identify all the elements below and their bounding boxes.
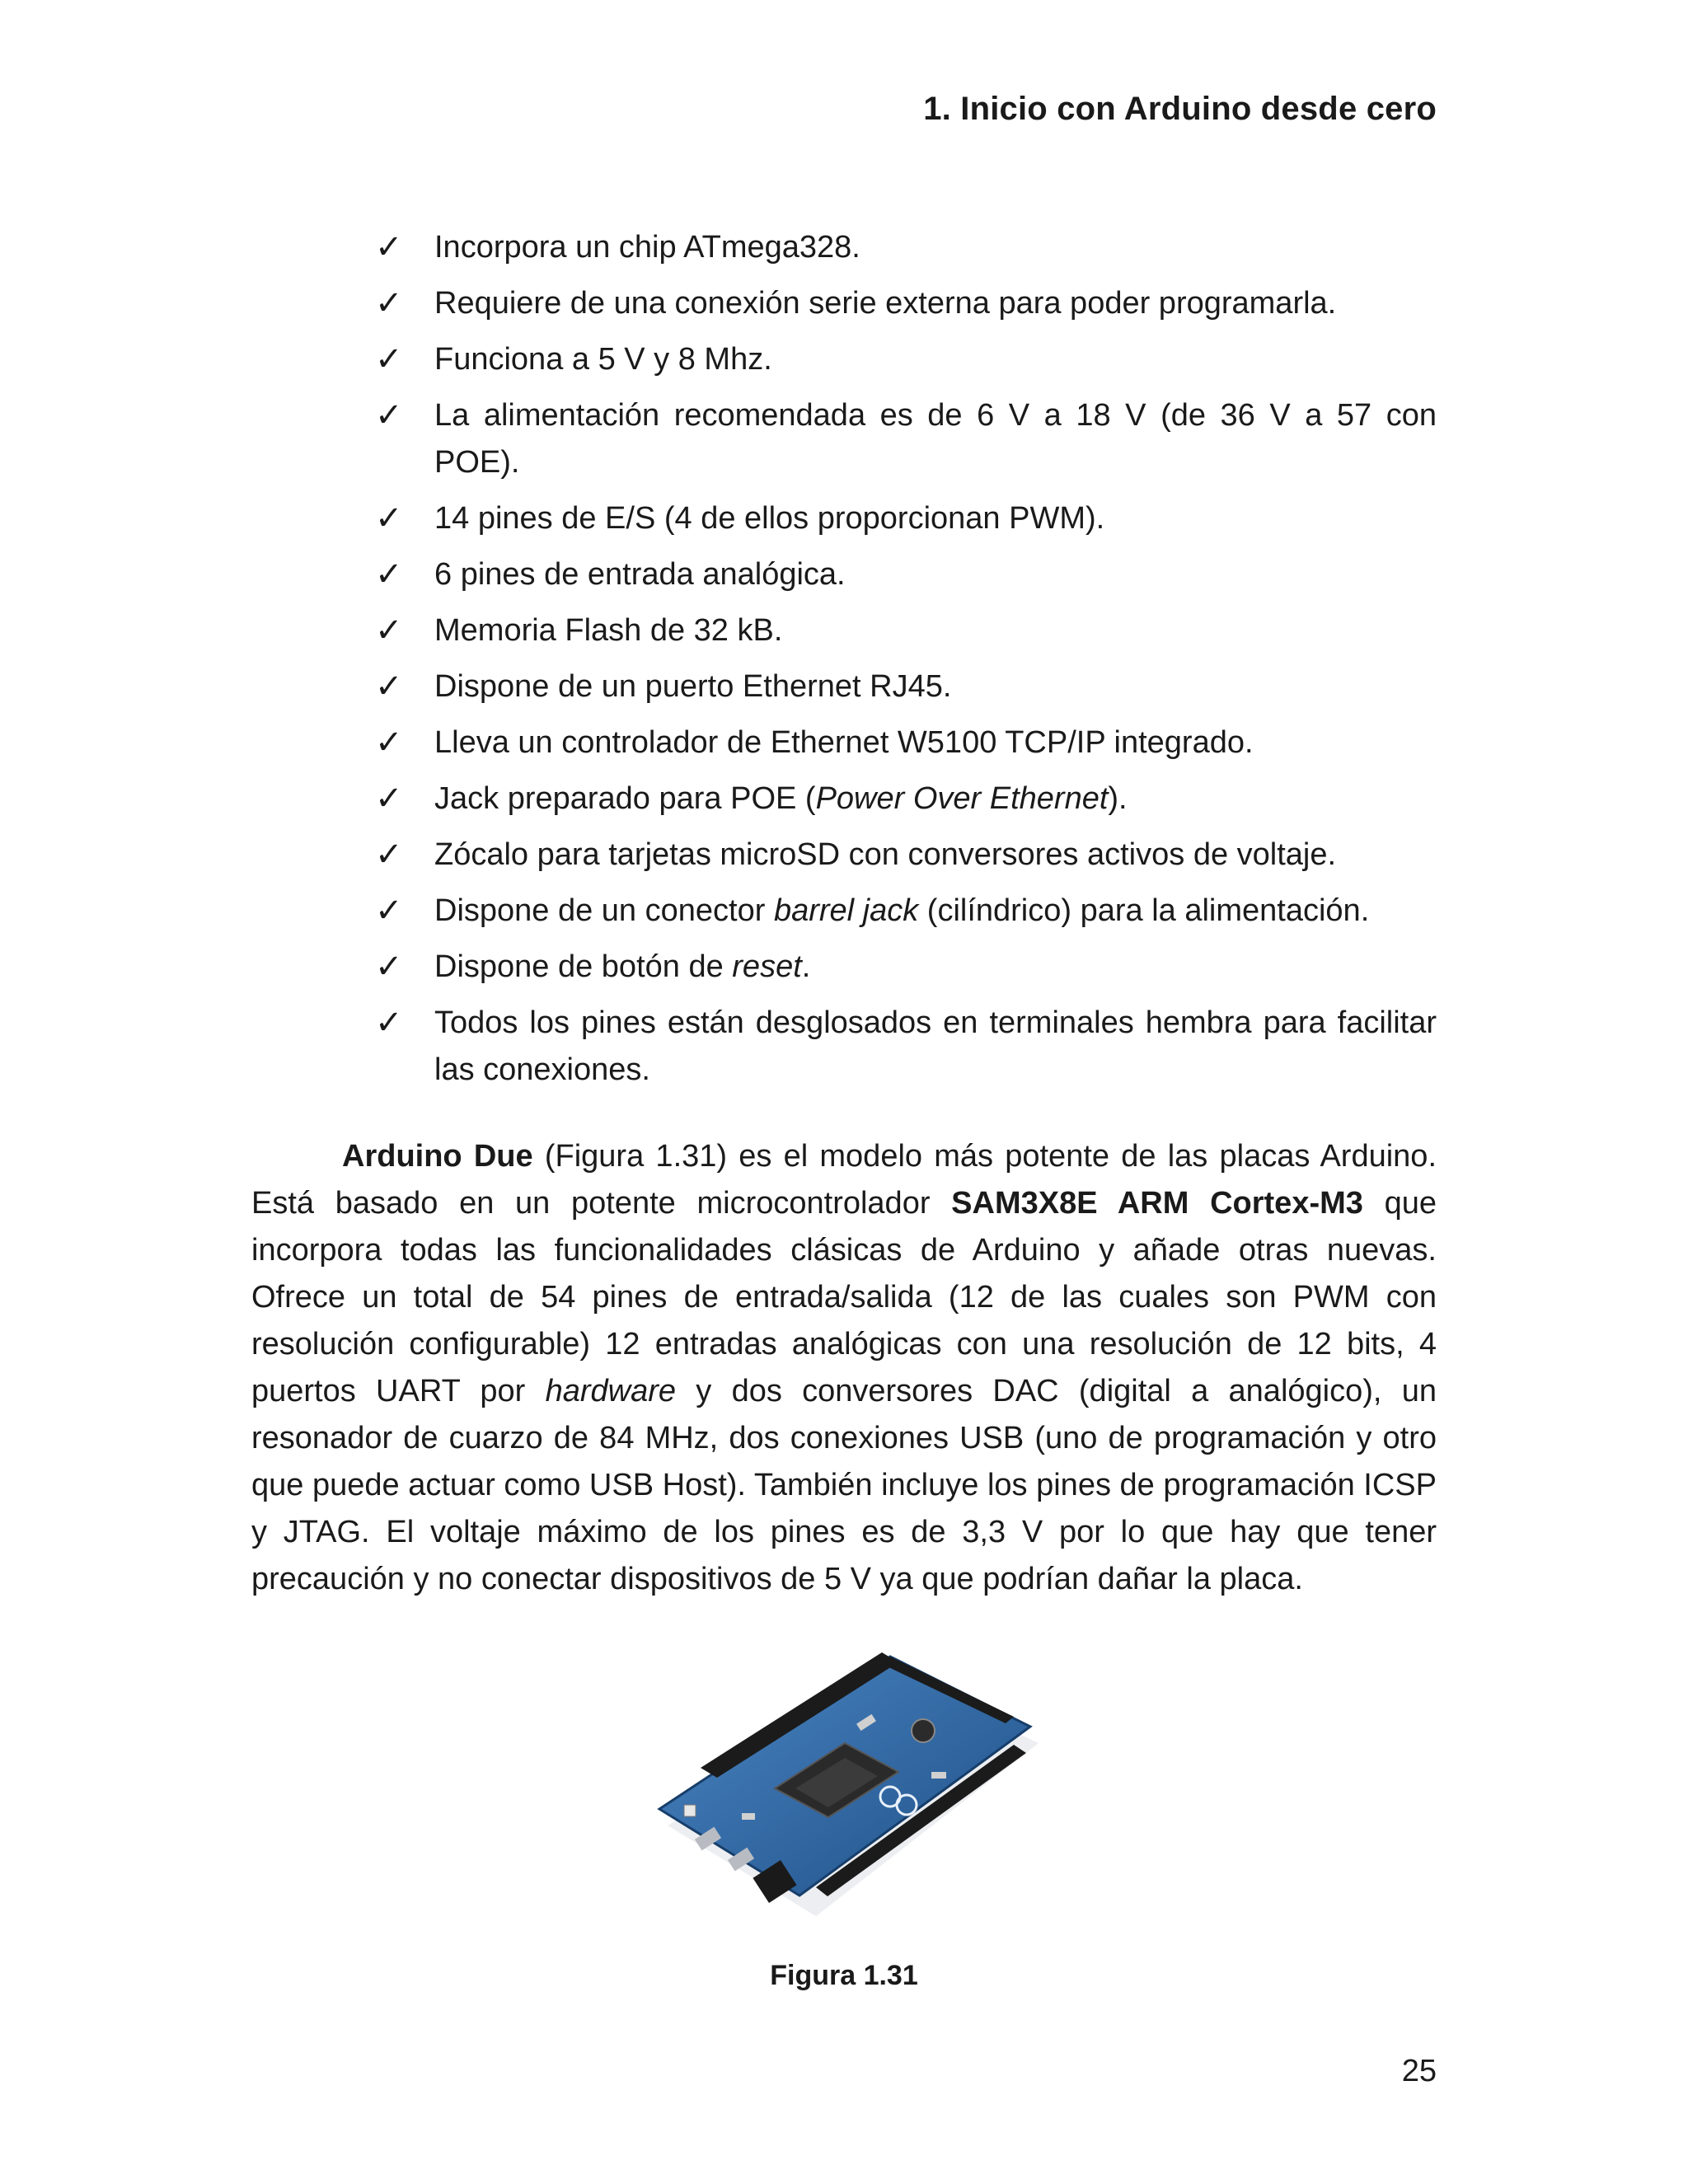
- checkmark-icon: ✓: [375, 724, 403, 762]
- checkmark-icon: ✓: [375, 892, 403, 930]
- text-run: La alimentación recomendada es de 6 V a 18 V (de 36 V a 57 con POE).: [434, 398, 1437, 480]
- checklist-item: [375, 607, 1437, 654]
- checklist-item: [375, 776, 1437, 823]
- checklist-item-text: [434, 944, 1437, 991]
- checklist-item-text: [434, 392, 1437, 486]
- checklist-item: [375, 663, 1437, 710]
- checkmark-icon: ✓: [375, 948, 403, 986]
- checklist-item: [375, 832, 1437, 879]
- arduino-due-figure: [651, 1619, 1047, 1941]
- italic-text-run: Power Over Ethernet: [815, 781, 1109, 816]
- checklist-item-text: [434, 495, 1437, 542]
- figure-caption: Figura 1.31: [770, 1960, 918, 1991]
- checkmark-icon: ✓: [375, 555, 403, 593]
- text-run: y dos conversores DAC (digital a analógico), un resonador de cuarzo de 84 MHz, dos conexiones USB (uno de programación y otro que puede actuar como USB Host). También incluye los pines de programación ICSP y JTAG. El voltaje máximo de los pines es de 3,3 V por lo que hay que tener precaución y no conectar dispositivos de 5 V ya que podrían dañar la placa.: [251, 1374, 1437, 1596]
- checklist-item-text: [434, 551, 1437, 598]
- checklist-item: [375, 280, 1437, 327]
- checkmark-icon: ✓: [375, 499, 403, 537]
- checklist-item: [375, 1000, 1437, 1094]
- checklist-item: [375, 944, 1437, 991]
- checklist-item-text: [434, 336, 1437, 383]
- checklist-item-text: [434, 832, 1437, 879]
- text-run: .: [801, 949, 811, 984]
- text-run: que incorpora todas las funcionalidades clásicas de Arduino y añade otras nuevas. Ofrece un total de 54 pines de entrada/salida (12 de las cuales son PWM con resolución configurable) 12 entradas analógicas con una resolución de 12 bits, 4 puertos UART por: [251, 1186, 1437, 1408]
- checklist-item-text: [434, 607, 1437, 654]
- checkmark-icon: ✓: [375, 1004, 403, 1042]
- text-run: ).: [1108, 781, 1128, 816]
- text-run: Todos los pines están desglosados en terminales hembra para facilitar las conexiones.: [434, 1005, 1437, 1087]
- text-run: Zócalo para tarjetas microSD con conversores activos de voltaje.: [434, 837, 1337, 872]
- checklist-item: [375, 495, 1437, 542]
- text-run: Dispone de un puerto Ethernet RJ45.: [434, 669, 952, 704]
- checklist-item: [375, 888, 1437, 935]
- checklist-item-text: [434, 888, 1437, 935]
- checkmark-icon: ✓: [375, 780, 403, 818]
- checkmark-icon: ✓: [375, 668, 403, 705]
- feature-checklist: [375, 224, 1437, 1103]
- text-run: Funciona a 5 V y 8 Mhz.: [434, 342, 772, 377]
- checklist-item-text: [434, 719, 1437, 766]
- text-run: (cilíndrico) para la alimentación.: [918, 893, 1370, 928]
- checklist-item-text: [434, 280, 1437, 327]
- checklist-item-text: [434, 776, 1437, 823]
- arduino-due-paragraph: [251, 1133, 1437, 1603]
- checkmark-icon: ✓: [375, 228, 403, 266]
- bold-text-run: Arduino Due: [342, 1139, 533, 1174]
- checklist-item: [375, 392, 1437, 486]
- checklist-item: [375, 336, 1437, 383]
- checklist-item-text: [434, 1000, 1437, 1094]
- text-run: 14 pines de E/S (4 de ellos proporcionan PWM).: [434, 501, 1105, 536]
- text-run: Memoria Flash de 32 kB.: [434, 613, 783, 648]
- italic-text-run: reset: [732, 949, 802, 984]
- page-number: 25: [1401, 2054, 1437, 2088]
- checkmark-icon: ✓: [375, 836, 403, 874]
- capacitor: [912, 1719, 935, 1742]
- text-run: Jack preparado para POE (: [434, 781, 816, 816]
- checklist-item: [375, 719, 1437, 766]
- checkmark-icon: ✓: [375, 612, 403, 649]
- text-run: Dispone de un conector: [434, 893, 774, 928]
- checkmark-icon: ✓: [375, 284, 403, 322]
- checklist-item: [375, 551, 1437, 598]
- checklist-item: [375, 224, 1437, 271]
- checkmark-icon: ✓: [375, 340, 403, 378]
- text-run: Dispone de botón de: [434, 949, 733, 984]
- checkmark-icon: ✓: [375, 396, 403, 434]
- text-run: Incorpora un chip ATmega328.: [434, 230, 860, 265]
- arduino-due-board-image: [651, 1619, 1047, 1941]
- chapter-header: 1. Inicio con Arduino desde cero: [923, 91, 1437, 127]
- text-run: Requiere de una conexión serie externa para poder programarla.: [434, 286, 1337, 321]
- bold-text-run: SAM3X8E ARM Cortex-M3: [951, 1186, 1363, 1221]
- text-run: Lleva un controlador de Ethernet W5100 TCP/IP integrado.: [434, 725, 1254, 760]
- italic-text-run: barrel jack: [773, 893, 919, 928]
- italic-text-run: hardware: [545, 1374, 677, 1408]
- text-run: 6 pines de entrada analógica.: [434, 557, 846, 592]
- checklist-item-text: [434, 224, 1437, 271]
- reset-button: [684, 1805, 696, 1816]
- text-run: (Figura 1.31) es el modelo más potente de las placas Arduino. Está basado en un potente microcontrolador: [251, 1139, 1437, 1221]
- checklist-item-text: [434, 663, 1437, 710]
